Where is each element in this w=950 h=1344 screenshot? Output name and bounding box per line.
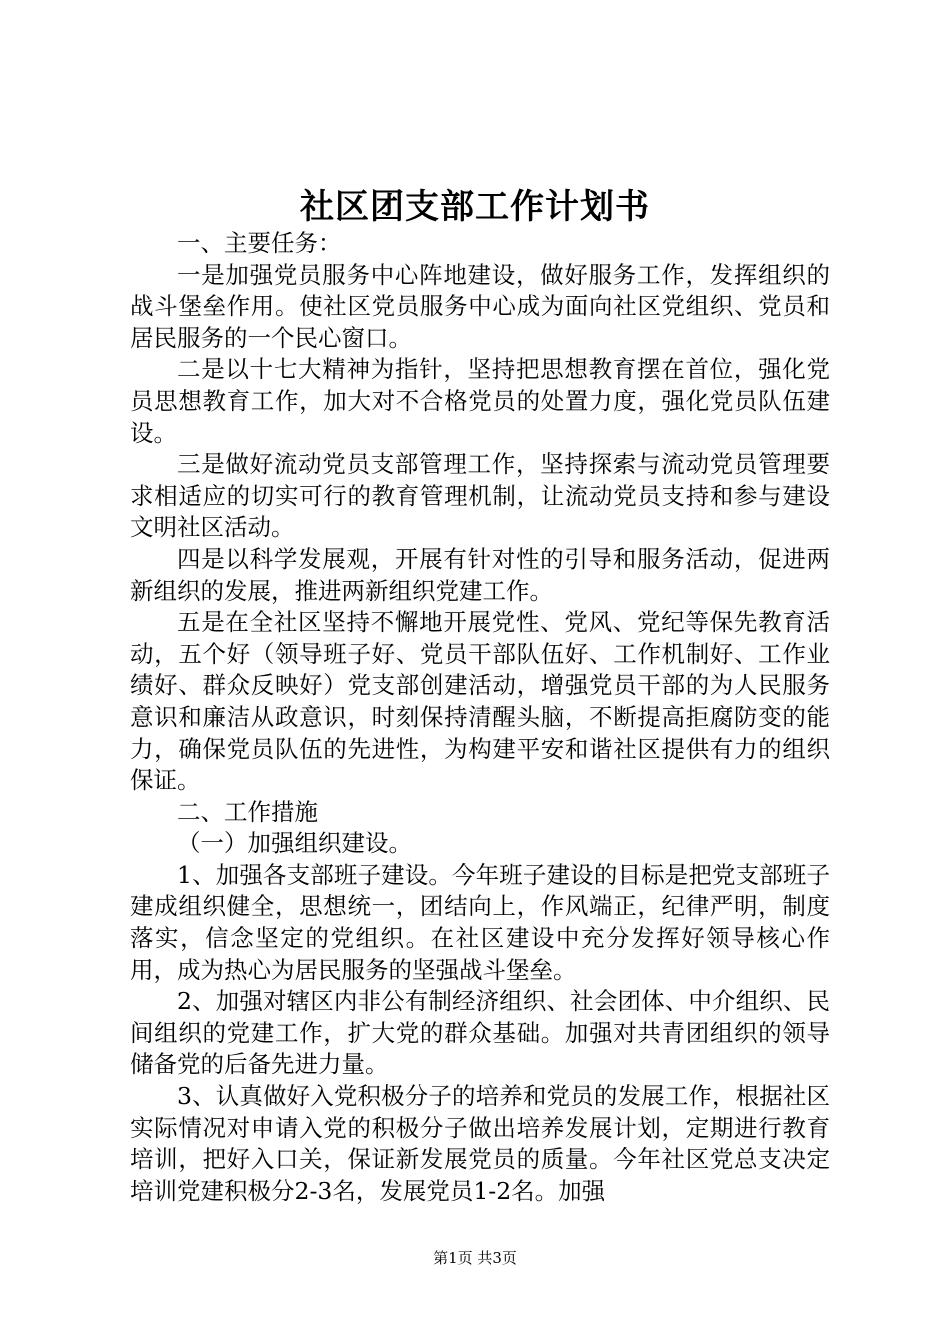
document-body: [130, 228, 830, 1207]
document-title: 社区团支部工作计划书: [300, 187, 650, 227]
paragraph-task-4: 四是以科学发展观，开展有针对性的引导和服务活动，促进两新组织的发展，推进两新组织党建工作。: [130, 544, 830, 605]
paragraph-measure-3: 3、认真做好入党积极分子的培养和党员的发展工作，根据社区实际情况对申请入党的积极分子做出培养发展计划，定期进行教育培训，把好入口关，保证新发展党员的质量。今年社区党总支决定培训党建积极分2-3名，发展党员1-2名。加强: [130, 1082, 830, 1205]
paragraph-task-5: 五是在全社区坚持不懈地开展党性、党风、党纪等保先教育活动，五个好（领导班子好、党员干部队伍好、工作机制好、工作业绩好、群众反映好）党支部创建活动，增强党员干部的为人民服务意识和廉洁从政意识，时刻保持清醒头脑，不断提高拒腐防变的能力，确保党员队伍的先进性，为构建平安和谐社区提供有力的组织保证。: [130, 608, 830, 795]
paragraph-task-2: 二是以十七大精神为指针，坚持把思想教育摆在首位，强化党员思想教育工作，加大对不合格党员的处置力度，强化党员队伍建设。: [130, 355, 830, 447]
subheading-organization: （一）加强组织建设。: [177, 829, 412, 858]
paragraph-task-3: 三是做好流动党员支部管理工作，坚持探索与流动党员管理要求相适应的切实可行的教育管理机制，让流动党员支持和参与建设文明社区活动。: [130, 450, 830, 542]
paragraph-measure-1: 1、加强各支部班子建设。今年班子建设的目标是把党支部班子建成组织健全，思想统一，团结向上，作风端正，纪律严明，制度落实，信念坚定的党组织。在社区建设中充分发挥好领导核心作用，成为热心为居民服务的坚强战斗堡垒。: [130, 860, 830, 984]
heading-main-tasks: 一、主要任务：: [177, 229, 342, 257]
paragraph-task-1: 一是加强党员服务中心阵地建设，做好服务工作，发挥组织的战斗堡垒作用。使社区党员服务中心成为面向社区党组织、党员和居民服务的一个民心窗口。: [130, 260, 830, 352]
page-footer: 第1页 共3页: [433, 1249, 517, 1267]
paragraph-measure-2: 2、加强对辖区内非公有制经济组织、社会团体、中介组织、民间组织的党建工作，扩大党的群众基础。加强对共青团组织的领导储备党的后备先进力量。: [130, 987, 830, 1079]
heading-work-measures: 二、工作措施: [177, 797, 318, 826]
